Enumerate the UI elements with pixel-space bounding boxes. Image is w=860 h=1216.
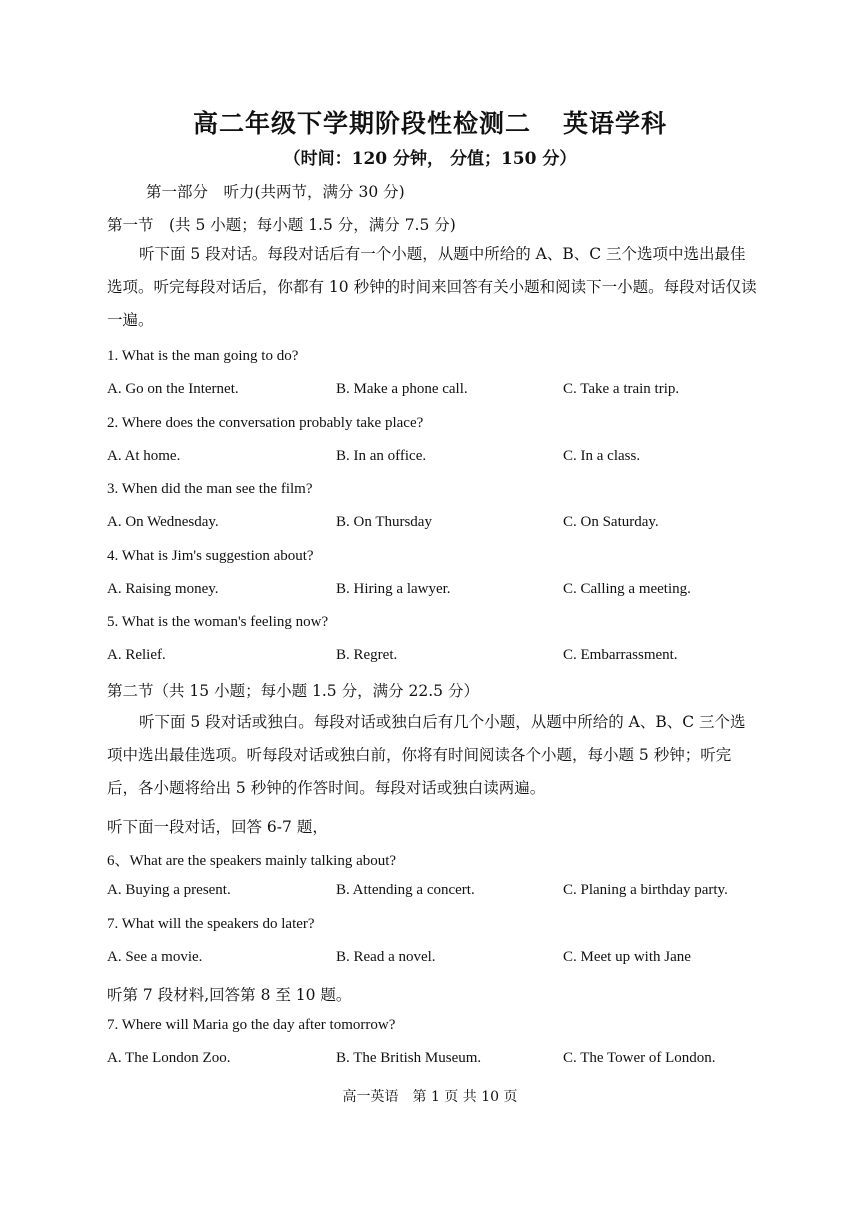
question-2-option-a: A. At home. [107, 448, 181, 464]
exam-subject: 英语学科 [563, 109, 668, 138]
question-2-option-c: C. In a class. [563, 448, 641, 464]
dialogue-7-intro: 听第 7 段材料,回答第 8 至 10 题。 [107, 986, 352, 1004]
question-7-option-b: B. Read a novel. [336, 949, 436, 965]
question-1-stem: 1. What is the man going to do? [107, 348, 299, 364]
question-1-option-c: C. Take a train trip. [563, 381, 680, 397]
question-1-option-b: B. Make a phone call. [336, 381, 468, 397]
question-4-option-c: C. Calling a meeting. [563, 581, 691, 597]
question-5-option-b: B. Regret. [336, 647, 398, 663]
question-5-option-c: C. Embarrassment. [563, 647, 678, 663]
exam-title-main: 高二年级下学期阶段性检测二 [192, 109, 531, 138]
question-3-option-a: A. On Wednesday. [107, 514, 219, 530]
section2-instructions: 听下面 5 段对话或独白。每段对话或独白后有几个小题，从题中所给的 A、B、C 三个选项中选出最佳选项。听每段对话或独白前，你将有时间阅读各个小题，每小题 5 秒钟；听完后，各小题将给出 5 秒钟的作答时间。每段对话或独白读两遍。 [107, 713, 746, 797]
part1-heading: 第一部分 听力(共两节，满分 30 分) [146, 183, 405, 201]
question-4-option-a: A. Raising money. [107, 581, 219, 597]
question-3-stem: 3. When did the man see the film? [107, 481, 313, 497]
question-5-stem: 5. What is the woman's feeling now? [107, 614, 329, 630]
question-6-stem: 6、What are the speakers mainly talking about? [107, 853, 397, 869]
question-5-option-a: A. Relief. [107, 647, 166, 663]
section1-instructions: 听下面 5 段对话。每段对话后有一个小题，从题中所给的 A、B、C 三个选项中选出最佳选项。听完每段对话后，你都有 10 秒钟的时间来回答有关小题和阅读下一小题。每段对话仅读一遍。 [107, 245, 757, 329]
question-8-option-a: A. The London Zoo. [107, 1050, 231, 1066]
question-2-option-b: B. In an office. [336, 448, 427, 464]
question-6-option-b: B. Attending a concert. [336, 882, 475, 898]
section2-heading: 第二节（共 15 小题；每小题 1.5 分，满分 22.5 分） [107, 682, 479, 700]
page-footer: 高一英语 第 1 页 共 10 页 [342, 1089, 518, 1105]
question-7-stem: 7. What will the speakers do later? [107, 916, 315, 932]
question-8-option-b: B. The British Museum. [336, 1050, 482, 1066]
question-3-option-b: B. On Thursday [336, 514, 432, 530]
exam-time-score: （时间：120 分钟， 分值；150 分） [283, 149, 577, 169]
question-6-option-c: C. Planing a birthday party. [563, 882, 728, 898]
exam-title [0, 104, 860, 140]
question-6-option-a: A. Buying a present. [107, 882, 231, 898]
question-4-stem: 4. What is Jim's suggestion about? [107, 548, 314, 564]
question-1-option-a: A. Go on the Internet. [107, 381, 239, 397]
section1-heading: 第一节 (共 5 小题；每小题 1.5 分，满分 7.5 分) [107, 216, 456, 234]
question-8-option-c: C. The Tower of London. [563, 1050, 716, 1066]
question-7-option-a: A. See a movie. [107, 949, 203, 965]
question-8-stem: 7. Where will Maria go the day after tomorrow? [107, 1017, 396, 1033]
dialogue-6-intro: 听下面一段对话，回答 6-7 题， [107, 818, 328, 836]
question-4-option-b: B. Hiring a lawyer. [336, 581, 451, 597]
question-3-option-c: C. On Saturday. [563, 514, 659, 530]
question-7-option-c: C. Meet up with Jane [563, 949, 691, 965]
question-2-stem: 2. Where does the conversation probably take place? [107, 415, 424, 431]
